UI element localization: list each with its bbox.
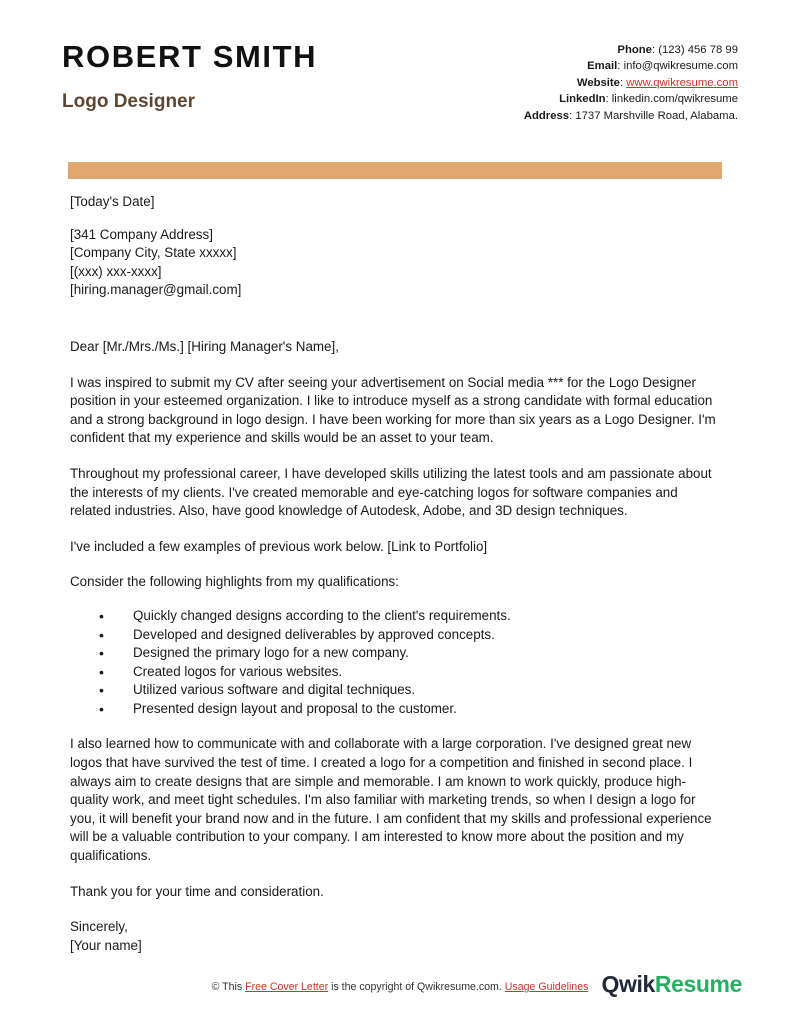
letter-body	[70, 193, 722, 955]
letter-date: [Today's Date]	[70, 194, 155, 209]
letter-closing	[70, 918, 722, 955]
recipient-line: [(xxx) xxx-xxxx]	[70, 263, 162, 279]
contact-address-row	[524, 108, 738, 124]
contact-website-link[interactable]: www.qwikresume.com	[626, 76, 738, 89]
footer-copyright-middle: is the copyright of Qwikresume.com.	[328, 981, 505, 993]
letter-header	[62, 36, 738, 124]
list-item: • Created logos for various websites.	[70, 663, 722, 682]
list-item: • Developed and designed deliverables by approved concepts.	[70, 626, 722, 645]
list-item: • Quickly changed designs according to the client's requirements.	[70, 607, 722, 626]
accent-divider-bar	[68, 162, 722, 179]
brand-qwik-text: Qwik	[601, 971, 655, 997]
letter-paragraph-1: I was inspired to submit my CV after seeing your advertisement on Social media *** for the Logo Designer position in your esteemed organization. I like to introduce myself as a strong candidate with formal education and a strong background in logo design. I have been working for more than six years as a Logo Designer. I'm confident that my experience and skills would be an asset to your team.	[70, 374, 716, 446]
contact-website-label: Website	[576, 76, 620, 89]
signature-name: [Your name]	[70, 937, 142, 953]
qwikresume-logo[interactable]	[602, 973, 742, 996]
contact-website-row	[524, 75, 738, 91]
letter-paragraph-4: I also learned how to communicate with and collaborate with a large corporation. I've designed great new logos that have survived the test of time. I created a logo for a competition and finished in second place. I always aim to create designs that are simple and memorable. I am known to work quickly, produce high-quality work, and meet tight schedules. I'm also familiar with marketing trends, so when I design a logo for you, it will benefit your brand now and in the future. I am confident that my skills and professional experience will be a valuable contribution to your company. I am interested to know more about the position and my qualifications.	[70, 736, 712, 864]
brand-resume-text: Resume	[654, 971, 742, 997]
contact-details	[524, 36, 738, 124]
contact-email-row	[524, 58, 738, 74]
colon: :	[619, 76, 627, 89]
applicant-name: ROBERT SMITH	[62, 39, 318, 74]
contact-linkedin-row	[524, 91, 738, 107]
recipient-line: [Company City, State xxxxx]	[70, 245, 237, 261]
contact-phone-label: Phone	[617, 44, 652, 56]
letter-paragraph-3: I've included a few examples of previous work below. [Link to Portfolio]	[70, 538, 488, 554]
list-item: • Utilized various software and digital techniques.	[70, 681, 722, 700]
recipient-line: [341 Company Address]	[70, 226, 213, 242]
identity-block	[62, 36, 317, 113]
page-footer	[0, 971, 800, 1017]
contact-phone-value: (123) 456 78 99	[658, 44, 738, 56]
free-cover-letter-link[interactable]: Free Cover Letter	[245, 981, 329, 993]
colon: :	[651, 44, 659, 56]
colon: :	[605, 93, 612, 106]
contact-email-label: Email	[587, 60, 618, 73]
usage-guidelines-link[interactable]: Usage Guidelines	[504, 981, 589, 993]
recipient-address-block	[70, 226, 722, 300]
contact-phone-row	[524, 42, 738, 58]
list-item: • Designed the primary logo for a new company.	[70, 644, 722, 663]
letter-thanks: Thank you for your time and consideration.	[70, 883, 324, 899]
sign-off: Sincerely,	[70, 919, 128, 935]
contact-linkedin-label: LinkedIn	[559, 93, 606, 106]
list-item: • Presented design layout and proposal to the customer.	[70, 700, 722, 719]
colon: :	[569, 109, 576, 122]
footer-copyright-prefix: © This	[211, 981, 246, 993]
contact-address-label: Address	[523, 109, 570, 122]
contact-address-value: 1737 Marshville Road, Alabama.	[575, 109, 738, 122]
contact-email-value: info@qwikresume.com	[623, 60, 738, 73]
colon: :	[617, 60, 624, 73]
qualification-highlights-list	[70, 607, 722, 719]
letter-paragraph-2: Throughout my professional career, I have developed skills utilizing the latest tools and am passionate about the interests of my clients. I've created memorable and eye-catching logos for software companies and related industries. Also, have good knowledge of Autodesk, Adobe, and 3D design techniques.	[70, 465, 712, 519]
applicant-job-title: Logo Designer	[62, 91, 196, 113]
recipient-line: [hiring.manager@gmail.com]	[70, 282, 242, 298]
highlights-intro: Consider the following highlights from my qualifications:	[70, 574, 399, 590]
letter-salutation: Dear [Mr./Mrs./Ms.] [Hiring Manager's Name],	[70, 338, 339, 354]
contact-linkedin-value: linkedin.com/qwikresume	[611, 93, 738, 106]
